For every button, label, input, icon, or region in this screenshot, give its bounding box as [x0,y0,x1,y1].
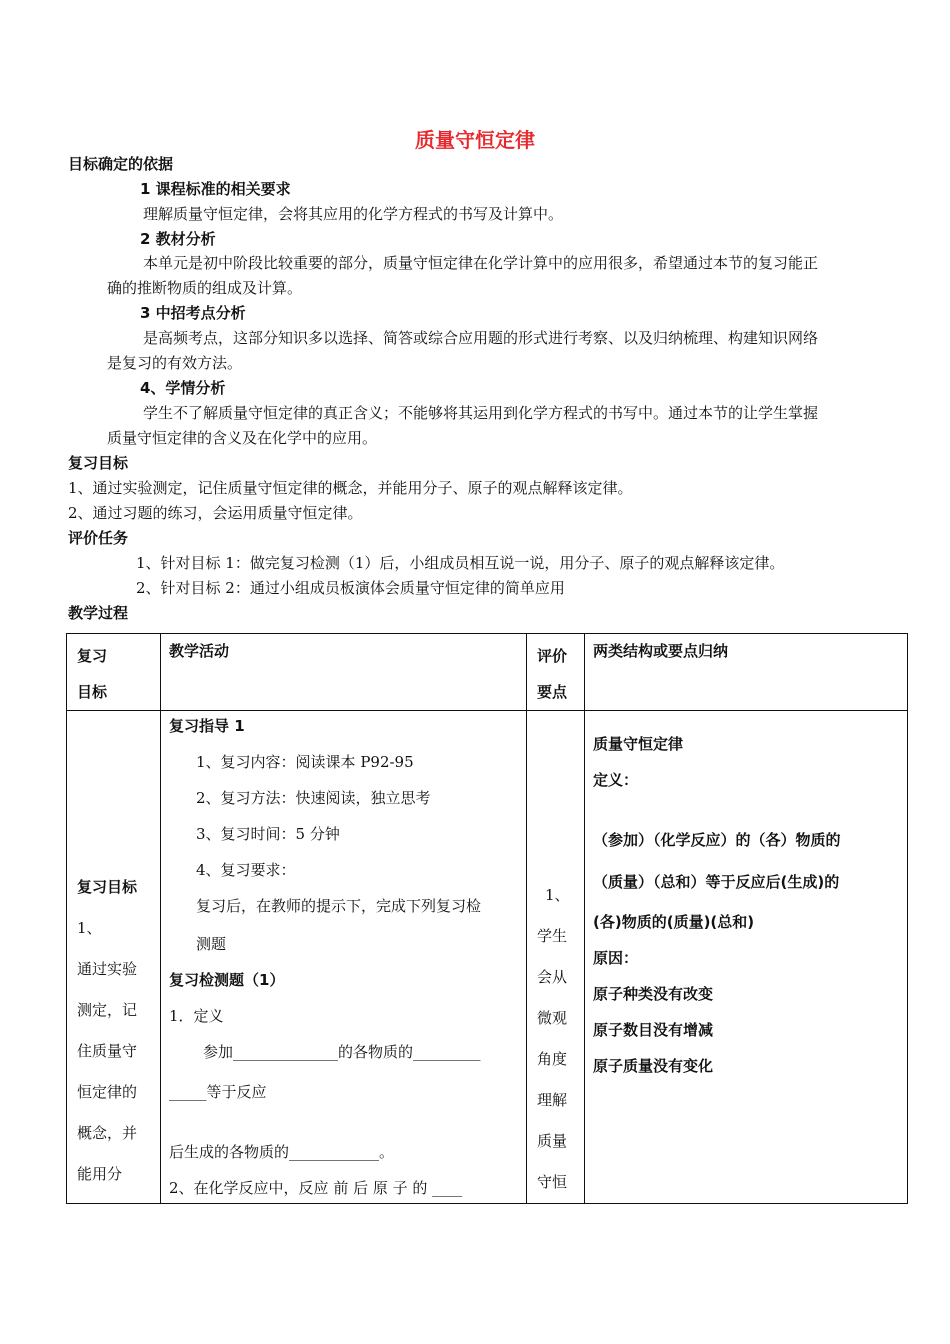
basis-s4-title: 4、学情分析 [140,379,226,397]
eval-cell-line: 1、 [545,886,570,904]
header-summary-label: 两类结构或要点归纳 [593,642,729,660]
q2-line1: 2、在化学反应中，反应 前 后 原 子 的 ____ [169,1179,463,1197]
summary-cell [585,711,908,1204]
header-goal-line1: 复习 [77,647,108,665]
basis-s4-line1: 学生不了解质量守恒定律的真正含义；不能够将其运用到化学方程式的书写中。通过本节的让学生掌握 [143,404,819,422]
guide-req-line2: 测题 [196,935,227,953]
basis-s4-line2: 质量守恒定律的含义及在化学中的应用。 [107,429,378,447]
header-goal [67,634,161,711]
goal-cell-line: 1、 [77,919,102,937]
eval-cell-line: 质量 [537,1132,568,1150]
eval-cell-line: 学生 [537,927,568,945]
header-summary [585,634,908,711]
header-goal-line2: 目标 [77,683,108,701]
table-header-row [67,634,908,711]
goal-cell-title: 复习目标 [77,878,138,896]
summary-reason-label: 原因： [593,949,639,967]
guide-item-requirement: 4、复习要求： [196,861,296,879]
basis-s1-title: 1 课程标准的相关要求 [140,180,291,198]
goal-cell-line: 恒定律的 [77,1083,138,1101]
basis-s2-line2: 确的推断物质的组成及计算。 [107,279,303,297]
summary-title: 质量守恒定律 [593,735,684,753]
goals-heading: 复习目标 [68,454,129,472]
summary-definition-line3: (各)物质的(质量)(总和) [593,913,755,931]
task-2: 2、针对目标 2：通过小组成员板演体会质量守恒定律的简单应用 [136,579,565,597]
activity-cell [161,711,527,1204]
header-eval-line2: 要点 [537,683,568,701]
header-activity-label: 教学活动 [169,642,230,660]
task-1: 1、针对目标 1：做完复习检测（1）后，小组成员相互说一说，用分子、原子的观点解释该定律。 [136,554,785,572]
goal-cell-line: 测定，记 [77,1001,138,1019]
header-activity [161,634,527,711]
goal-cell-line: 概念，并 [77,1124,138,1142]
summary-reason-item: 原子数目没有增减 [593,1021,714,1039]
q1-line3: 后生成的各物质的____________。 [169,1143,395,1161]
basis-s3-line2: 是复习的有效方法。 [107,354,243,372]
goal-cell-line: 通过实验 [77,960,138,978]
header-eval-line1: 评价 [537,647,568,665]
basis-heading: 目标确定的依据 [68,155,174,173]
basis-s3-line1: 是高频考点，这部分知识多以选择、简答或综合应用题的形式进行考察、以及归纳梳理、构建知识网络 [143,329,819,347]
table-body-row [67,711,908,1204]
eval-cell [527,711,585,1204]
goal-2: 2、通过习题的练习，会运用质量守恒定律。 [68,504,363,522]
basis-s3-title: 3 中招考点分析 [140,304,246,322]
eval-cell-line: 角度 [537,1050,568,1068]
guide-title: 复习指导 1 [169,717,245,735]
eval-cell-line: 理解 [537,1091,568,1109]
q1-line2: _____等于反应 [169,1083,267,1101]
summary-reason-item: 原子种类没有改变 [593,985,714,1003]
summary-definition-label: 定义： [593,771,639,789]
guide-item-time: 3、复习时间：5 分钟 [196,825,340,843]
goal-cell-line: 住质量守 [77,1042,138,1060]
goal-1: 1、通过实验测定，记住质量守恒定律的概念，并能用分子、原子的观点解释该定律。 [68,479,633,497]
goal-cell-line: 能用分 [77,1165,123,1183]
guide-req-line1: 复习后，在教师的提示下，完成下列复习检 [196,897,482,915]
teaching-process-table [66,633,908,1204]
goal-cell [67,711,161,1204]
basis-s1-text: 理解质量守恒定律，会将其应用的化学方程式的书写及计算中。 [143,205,564,223]
summary-reason-item: 原子质量没有变化 [593,1057,714,1075]
eval-cell-line: 守恒 [537,1173,568,1191]
test-title: 复习检测题（1） [169,971,285,989]
summary-definition-line2: （质量）（总和）等于反应后(生成)的 [593,873,840,891]
page-title: 质量守恒定律 [415,128,535,152]
process-heading: 教学过程 [68,604,129,622]
summary-definition-line1: （参加）（化学反应）的（各）物质的 [593,831,841,849]
eval-cell-line: 微观 [537,1009,568,1027]
q1-line1: 参加______________的各物质的_________ [203,1043,481,1061]
guide-item-content: 1、复习内容：阅读课本 P92-95 [196,753,414,771]
q1-title: 1．定义 [169,1007,224,1025]
basis-s2-title: 2 教材分析 [140,230,216,248]
header-eval [527,634,585,711]
eval-cell-line: 会从 [537,968,568,986]
tasks-heading: 评价任务 [68,529,129,547]
guide-item-method: 2、复习方法：快速阅读，独立思考 [196,789,431,807]
basis-s2-line1: 本单元是初中阶段比较重要的部分，质量守恒定律在化学计算中的应用很多，希望通过本节的复习能正 [143,254,819,272]
